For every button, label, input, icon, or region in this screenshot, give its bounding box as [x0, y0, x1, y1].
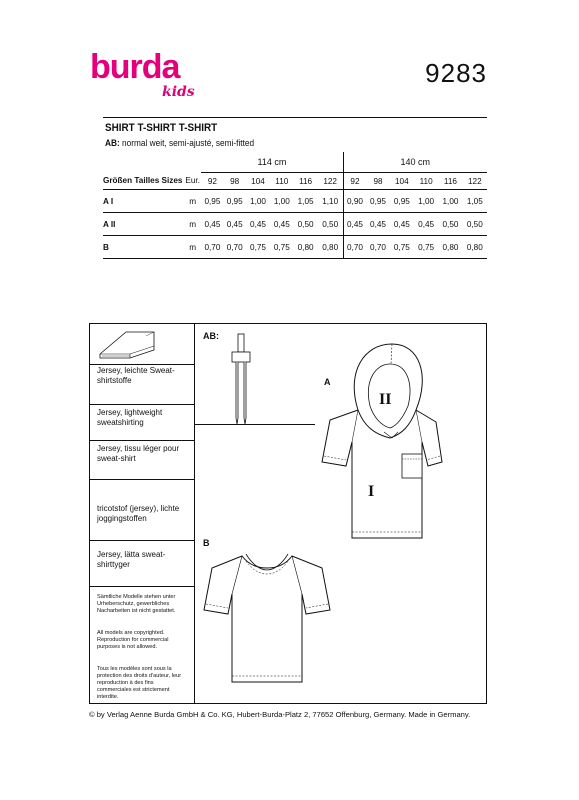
- value-cell: 0,50: [463, 213, 487, 236]
- panel-divider: [194, 324, 195, 703]
- unit-cell: m: [184, 236, 201, 259]
- value-cell: 0,80: [438, 236, 462, 259]
- copyright-note-fr: Tous les modèles sont sous la protection des droits d'auteur, leur reproduction à des fins commerciales est strictement interdite.: [97, 666, 182, 700]
- table-row: [103, 236, 487, 259]
- fabric-nl: tricotstof (jersey), lichte joggingstoffen: [97, 504, 180, 523]
- value-cell: 0,95: [366, 190, 389, 213]
- table-row: [103, 190, 487, 213]
- value-cell: 1,05: [293, 190, 317, 213]
- folded-fabric-icon: [96, 328, 156, 362]
- title-rule: [103, 117, 487, 118]
- piece-two-label: II: [379, 391, 392, 408]
- size-cell: 122: [463, 173, 487, 190]
- value-cell: 0,45: [270, 213, 293, 236]
- value-cell: 0,45: [224, 213, 246, 236]
- value-cell: 0,45: [414, 213, 438, 236]
- fabric-separator: [90, 404, 194, 405]
- row-label: A I: [103, 190, 184, 213]
- value-cell: 0,50: [438, 213, 462, 236]
- fabric-en: Jersey, lightweight sweatshirting: [97, 408, 163, 427]
- value-cell: 0,75: [390, 236, 414, 259]
- value-cell: 0,80: [293, 236, 317, 259]
- value-cell: 0,75: [270, 236, 293, 259]
- view-b-tshirt-drawing: [202, 546, 332, 686]
- fit-description: [105, 138, 254, 148]
- value-cell: 0,50: [293, 213, 317, 236]
- svg-text:burda: burda: [90, 48, 180, 86]
- value-cell: 0,45: [390, 213, 414, 236]
- pattern-number: 9283: [425, 58, 487, 88]
- value-cell: 1,00: [270, 190, 293, 213]
- value-cell: 1,00: [414, 190, 438, 213]
- value-cell: 0,80: [463, 236, 487, 259]
- fabric-and-views-panel: [89, 323, 487, 704]
- value-cell: 0,70: [366, 236, 389, 259]
- value-cell: 0,80: [318, 236, 343, 259]
- value-cell: 0,45: [201, 213, 223, 236]
- size-group-140: 140 cm: [343, 152, 487, 173]
- row-label: B: [103, 236, 184, 259]
- fabric-sv: Jersey, lätta sweat-shirttyger: [97, 550, 166, 569]
- value-cell: 0,45: [343, 213, 366, 236]
- size-cell: 104: [246, 173, 270, 190]
- value-cell: 0,45: [246, 213, 270, 236]
- view-a-label: A: [324, 377, 331, 387]
- size-cell: 92: [201, 173, 223, 190]
- fabric-de: Jersey, leichte Sweat-shirtstoffe: [97, 366, 175, 385]
- needle-section-rule: [195, 424, 315, 425]
- value-cell: 0,95: [390, 190, 414, 213]
- twin-needle-icon: [228, 332, 254, 426]
- fabric-separator: [90, 586, 194, 587]
- size-cell: 104: [390, 173, 414, 190]
- eur-header: Eur.: [184, 173, 201, 190]
- size-yardage-table: [103, 152, 487, 259]
- unit-cell: m: [184, 213, 201, 236]
- value-cell: 0,90: [343, 190, 366, 213]
- size-cell: 110: [414, 173, 438, 190]
- size-cell: 116: [293, 173, 317, 190]
- value-cell: 0,45: [366, 213, 389, 236]
- fabric-fr: Jersey, tissu léger pour sweat-shirt: [97, 444, 180, 463]
- size-cell: 98: [366, 173, 389, 190]
- value-cell: 0,95: [224, 190, 246, 213]
- value-cell: 0,95: [201, 190, 223, 213]
- fabric-separator: [90, 479, 194, 480]
- value-cell: 0,70: [224, 236, 246, 259]
- size-cell: 98: [224, 173, 246, 190]
- view-b-label: B: [203, 538, 210, 548]
- fabric-separator: [90, 364, 194, 365]
- copyright-note-de: Sämtliche Modelle stehen unter Urheberschutz, gewerbliches Nacharbeiten ist nicht gestattet.: [97, 594, 176, 614]
- value-cell: 1,00: [246, 190, 270, 213]
- value-cell: 1,00: [438, 190, 462, 213]
- copyright-note-en: All models are copyrighted. Reproduction for commercial purposes is not allowed.: [97, 630, 169, 650]
- value-cell: 0,50: [318, 213, 343, 236]
- fit-text: normal weit, semi-ajusté, semi-fitted: [122, 138, 255, 148]
- fit-label: AB:: [105, 138, 120, 148]
- value-cell: 1,05: [463, 190, 487, 213]
- size-cell: 110: [270, 173, 293, 190]
- size-group-114: 114 cm: [201, 152, 343, 173]
- svg-text:kids: kids: [162, 84, 195, 100]
- value-cell: 0,70: [201, 236, 223, 259]
- copyright-footer: © by Verlag Aenne Burda GmbH & Co. KG, Hubert-Burda-Platz 2, 77652 Offenburg, Germany. Made in Germany.: [89, 710, 471, 719]
- row-label: A II: [103, 213, 184, 236]
- value-cell: 0,75: [414, 236, 438, 259]
- value-cell: 0,75: [246, 236, 270, 259]
- burda-kids-logo: [90, 48, 220, 100]
- needle-label: AB:: [203, 331, 219, 341]
- fabric-separator: [90, 540, 194, 541]
- garment-title: SHIRT T-SHIRT T-SHIRT: [105, 122, 218, 134]
- fabric-separator: [90, 440, 194, 441]
- table-row: [103, 213, 487, 236]
- piece-one-label: I: [368, 483, 375, 500]
- view-a-hooded-shirt-drawing: [318, 342, 448, 542]
- unit-cell: m: [184, 190, 201, 213]
- value-cell: 1,10: [318, 190, 343, 213]
- sizes-header-label: Größen Tailles Sizes: [103, 173, 184, 190]
- size-cell: 116: [438, 173, 462, 190]
- size-cell: 92: [343, 173, 366, 190]
- size-cell: 122: [318, 173, 343, 190]
- value-cell: 0,70: [343, 236, 366, 259]
